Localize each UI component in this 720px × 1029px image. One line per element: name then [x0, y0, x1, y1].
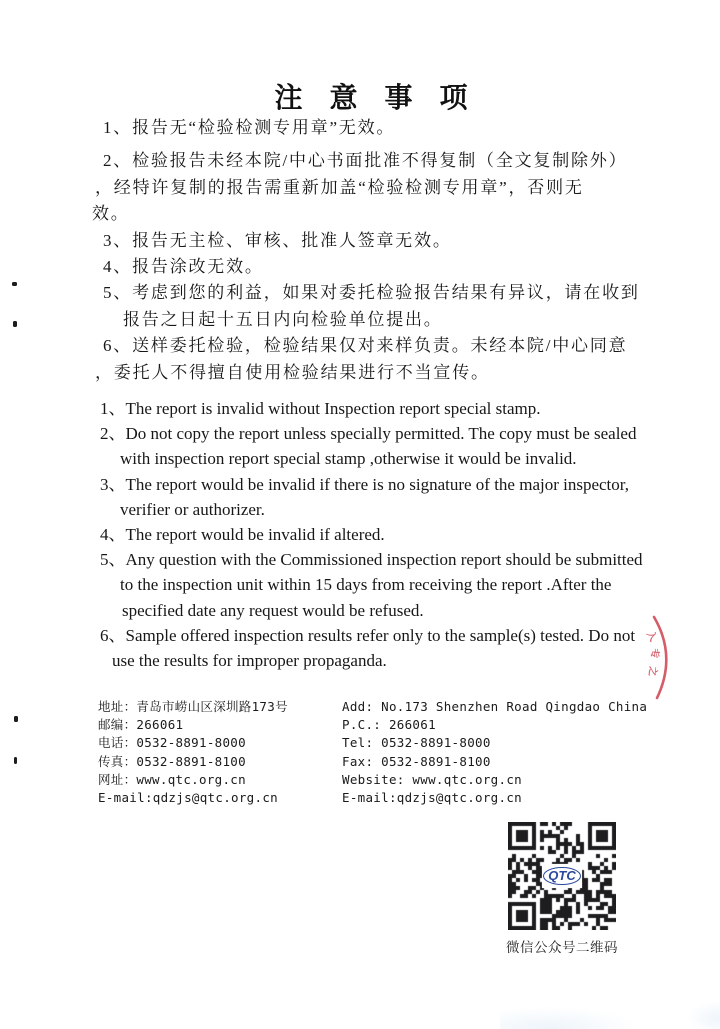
scan-shadow: [500, 1006, 640, 1029]
qr-caption: 微信公众号二维码: [506, 940, 618, 955]
notice-line-cn: 4、报告涂改无效。: [103, 256, 264, 276]
notice-line-en: specified date any request would be refused.: [122, 600, 424, 620]
notice-line-en: 3、The report would be invalid if there is no signature of the major inspector,: [100, 474, 630, 494]
notice-list-en: [0, 396, 700, 673]
contact-address-cn: 地址：青岛市崂山区深圳路173号: [98, 699, 288, 714]
contact-phone-en: Tel: 0532-8891-8000: [342, 735, 491, 751]
contact-website-en: Website: www.qtc.org.cn: [342, 771, 522, 787]
contact-block-cn: [98, 698, 288, 807]
notice-line-cn: 2、检验报告未经本院/中心书面批准不得复制（全文复制除外）: [103, 151, 628, 171]
stamp-glyph: 专: [647, 647, 661, 660]
notice-line-en: 2、Do not copy the report unless specially permitted. The copy must be sealed: [100, 424, 637, 444]
contact-postcode-en: P.C.: 266061: [342, 717, 436, 733]
notice-line-cn: 6、送样委托检验，检验结果仅对来样负责。未经本院/中心同意: [103, 336, 628, 356]
notice-line-cn: ，委托人不得擅自使用检验结果进行不当宣传。: [95, 362, 490, 382]
notice-line-cn: 1、报告无“检验检测专用章”无效。: [103, 118, 396, 137]
notice-line-en: 4、The report would be invalid if altered.: [100, 524, 385, 544]
page-title: 注 意 事 项: [274, 82, 478, 114]
contact-fax-cn: 传真：0532-8891-8100: [98, 753, 246, 769]
scan-speck: [14, 757, 17, 764]
qtc-logo-text: QTC: [543, 867, 580, 885]
contact-phone-cn: 电话：0532-8891-8000: [98, 735, 246, 751]
contact-fax-en: Fax: 0532-8891-8100: [342, 753, 491, 769]
scan-shadow: [688, 1002, 720, 1029]
notice-list-cn: [0, 115, 700, 386]
contact-email-en: E-mail:qdzjs@qtc.org.cn: [342, 789, 522, 805]
notice-line-cn: 5、考虑到您的利益，如果对委托检验报告结果有异议，请在收到: [103, 283, 640, 303]
contact-postcode-cn: 邮编：266061: [98, 717, 184, 733]
scan-speck: [14, 716, 18, 722]
notice-line-en: 6、Sample offered inspection results refer only to the sample(s) tested. Do not: [100, 625, 636, 645]
red-seal-stamp-icon: [640, 612, 676, 702]
notice-line-cn: 报告之日起十五日内向检验单位提出。: [123, 309, 443, 329]
notice-line-en: with inspection report special stamp ,otherwise it would be invalid.: [120, 449, 577, 469]
stamp-glyph: 入: [644, 629, 659, 644]
notice-line-en: 5、Any question with the Commissioned inspection report should be submitted: [100, 550, 643, 570]
contact-address-en: Add: No.173 Shenzhen Road Qingdao China: [342, 699, 648, 714]
wechat-qr-code: [508, 822, 616, 930]
scan-speck: [13, 321, 17, 327]
notice-line-en: 1、The report is invalid without Inspection report special stamp.: [100, 399, 541, 418]
notice-line-cn: 效。: [92, 204, 130, 224]
notice-line-cn: 3、报告无主检、审核、批准人签章无效。: [103, 230, 452, 250]
scan-speck: [12, 282, 17, 286]
notice-line-cn: ，经特许复制的报告需重新加盖“检验检测专用章”，否则无: [95, 177, 584, 197]
contact-block-en: [342, 698, 647, 807]
qtc-logo: [542, 864, 582, 888]
notice-line-en: to the inspection unit within 15 days from receiving the report .After the: [120, 575, 612, 595]
notice-line-en: verifier or authorizer.: [120, 499, 265, 519]
notice-line-en: use the results for improper propaganda.: [112, 650, 387, 670]
contact-email-cn: E-mail:qdzjs@qtc.org.cn: [98, 789, 278, 805]
stamp-glyph: 之: [646, 665, 658, 677]
contact-website-cn: 网址：www.qtc.org.cn: [98, 771, 246, 787]
